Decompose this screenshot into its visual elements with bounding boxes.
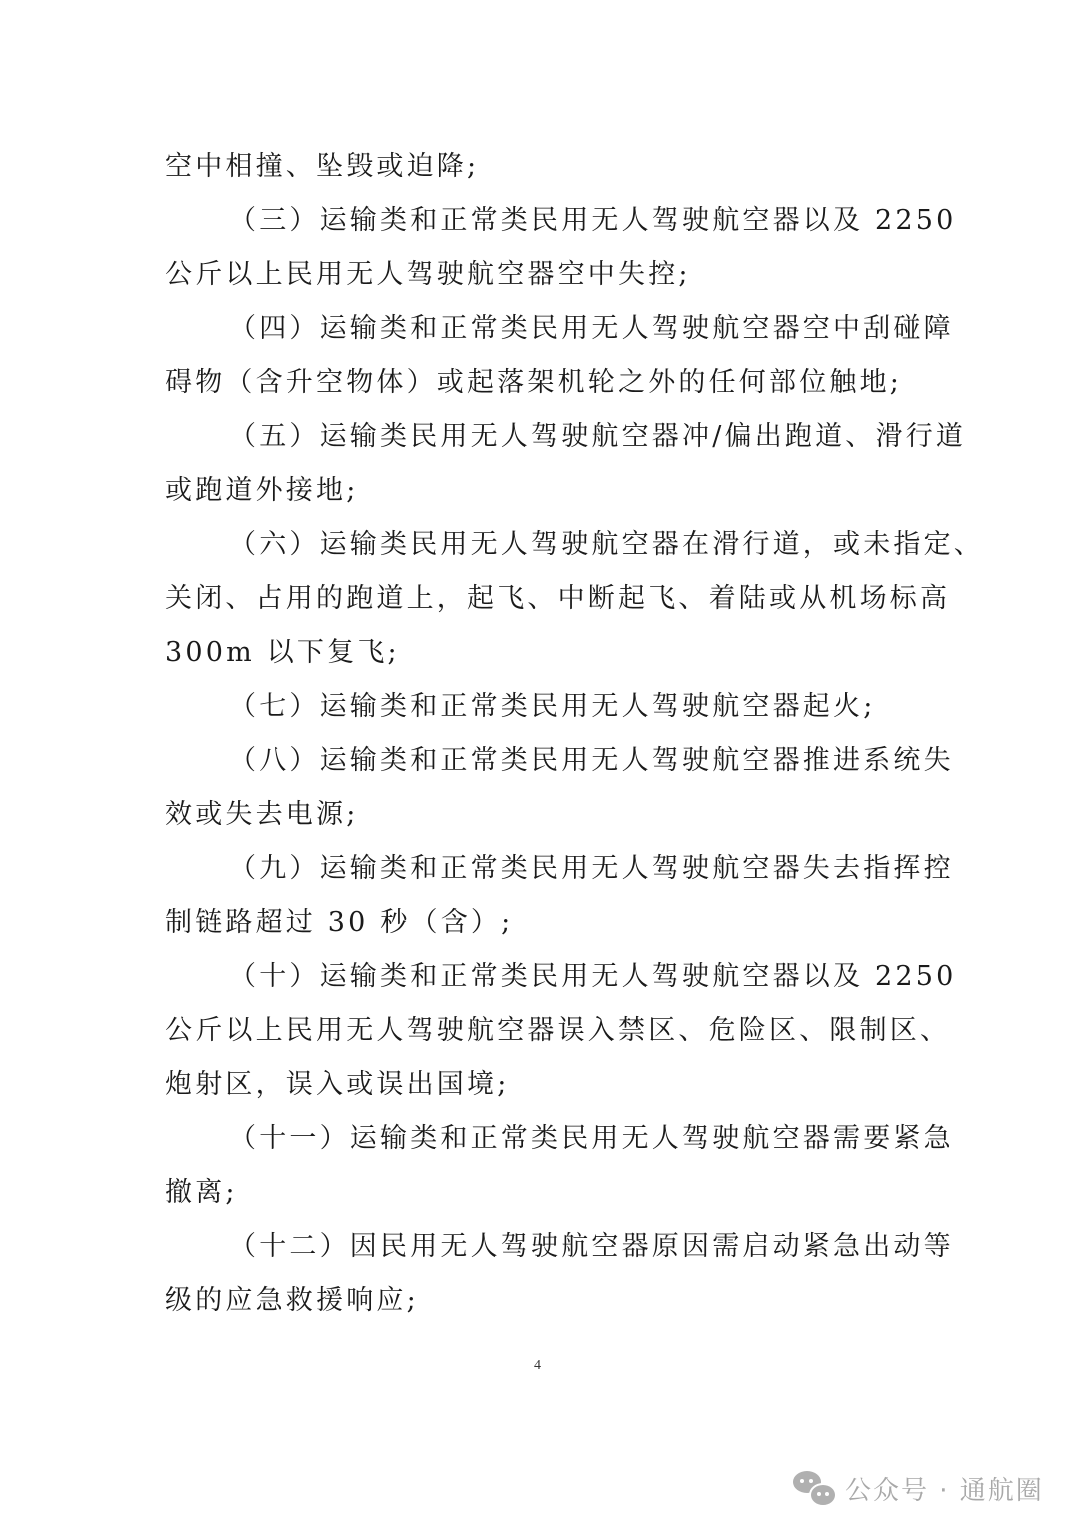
watermark-text: 公众号 · 通航圈 — [845, 1476, 1044, 1506]
text-line: 空中相撞、坠毁或迫降; — [165, 151, 480, 182]
text-line: （七）运输类和正常类民用无人驾驶航空器起火; — [229, 691, 876, 722]
text-line: （十）运输类和正常类民用无人驾驶航空器以及 2250 — [229, 961, 957, 992]
text-line: 炮射区，误入或误出国境; — [165, 1069, 510, 1100]
text-line: （十二）因民用无人驾驶航空器原因需启动紧急出动等 — [229, 1231, 954, 1262]
text-line: 效或失去电源; — [165, 799, 359, 830]
watermark — [793, 1470, 1044, 1507]
text-line: 制链路超过 30 秒（含）; — [165, 907, 514, 938]
text-line: （十一）运输类和正常类民用无人驾驶航空器需要紧急 — [229, 1123, 954, 1154]
text-line: （八）运输类和正常类民用无人驾驶航空器推进系统失 — [229, 745, 954, 776]
text-line: 撤离; — [165, 1177, 238, 1208]
text-line: 300m 以下复飞; — [165, 637, 400, 668]
text-line: 或跑道外接地; — [165, 475, 359, 506]
text-line: 级的应急救援响应; — [165, 1285, 419, 1316]
text-line: 关闭、占用的跑道上，起飞、中断起飞、着陆或从机场标高 — [165, 583, 951, 614]
text-line: （四）运输类和正常类民用无人驾驶航空器空中刮碰障 — [229, 313, 954, 344]
text-line: （三）运输类和正常类民用无人驾驶航空器以及 2250 — [229, 205, 957, 236]
text-line: 公斤以上民用无人驾驶航空器空中失控; — [165, 259, 691, 290]
text-line: （六）运输类民用无人驾驶航空器在滑行道，或未指定、 — [229, 529, 984, 560]
text-line: 碍物（含升空物体）或起落架机轮之外的任何部位触地; — [165, 367, 903, 398]
text-line: （五）运输类民用无人驾驶航空器冲/偏出跑道、滑行道 — [229, 421, 967, 452]
page-number: 4 — [534, 1358, 541, 1373]
text-line: （九）运输类和正常类民用无人驾驶航空器失去指挥控 — [229, 853, 954, 884]
wechat-icon — [793, 1471, 837, 1507]
text-line: 公斤以上民用无人驾驶航空器误入禁区、危险区、限制区、 — [165, 1015, 951, 1046]
